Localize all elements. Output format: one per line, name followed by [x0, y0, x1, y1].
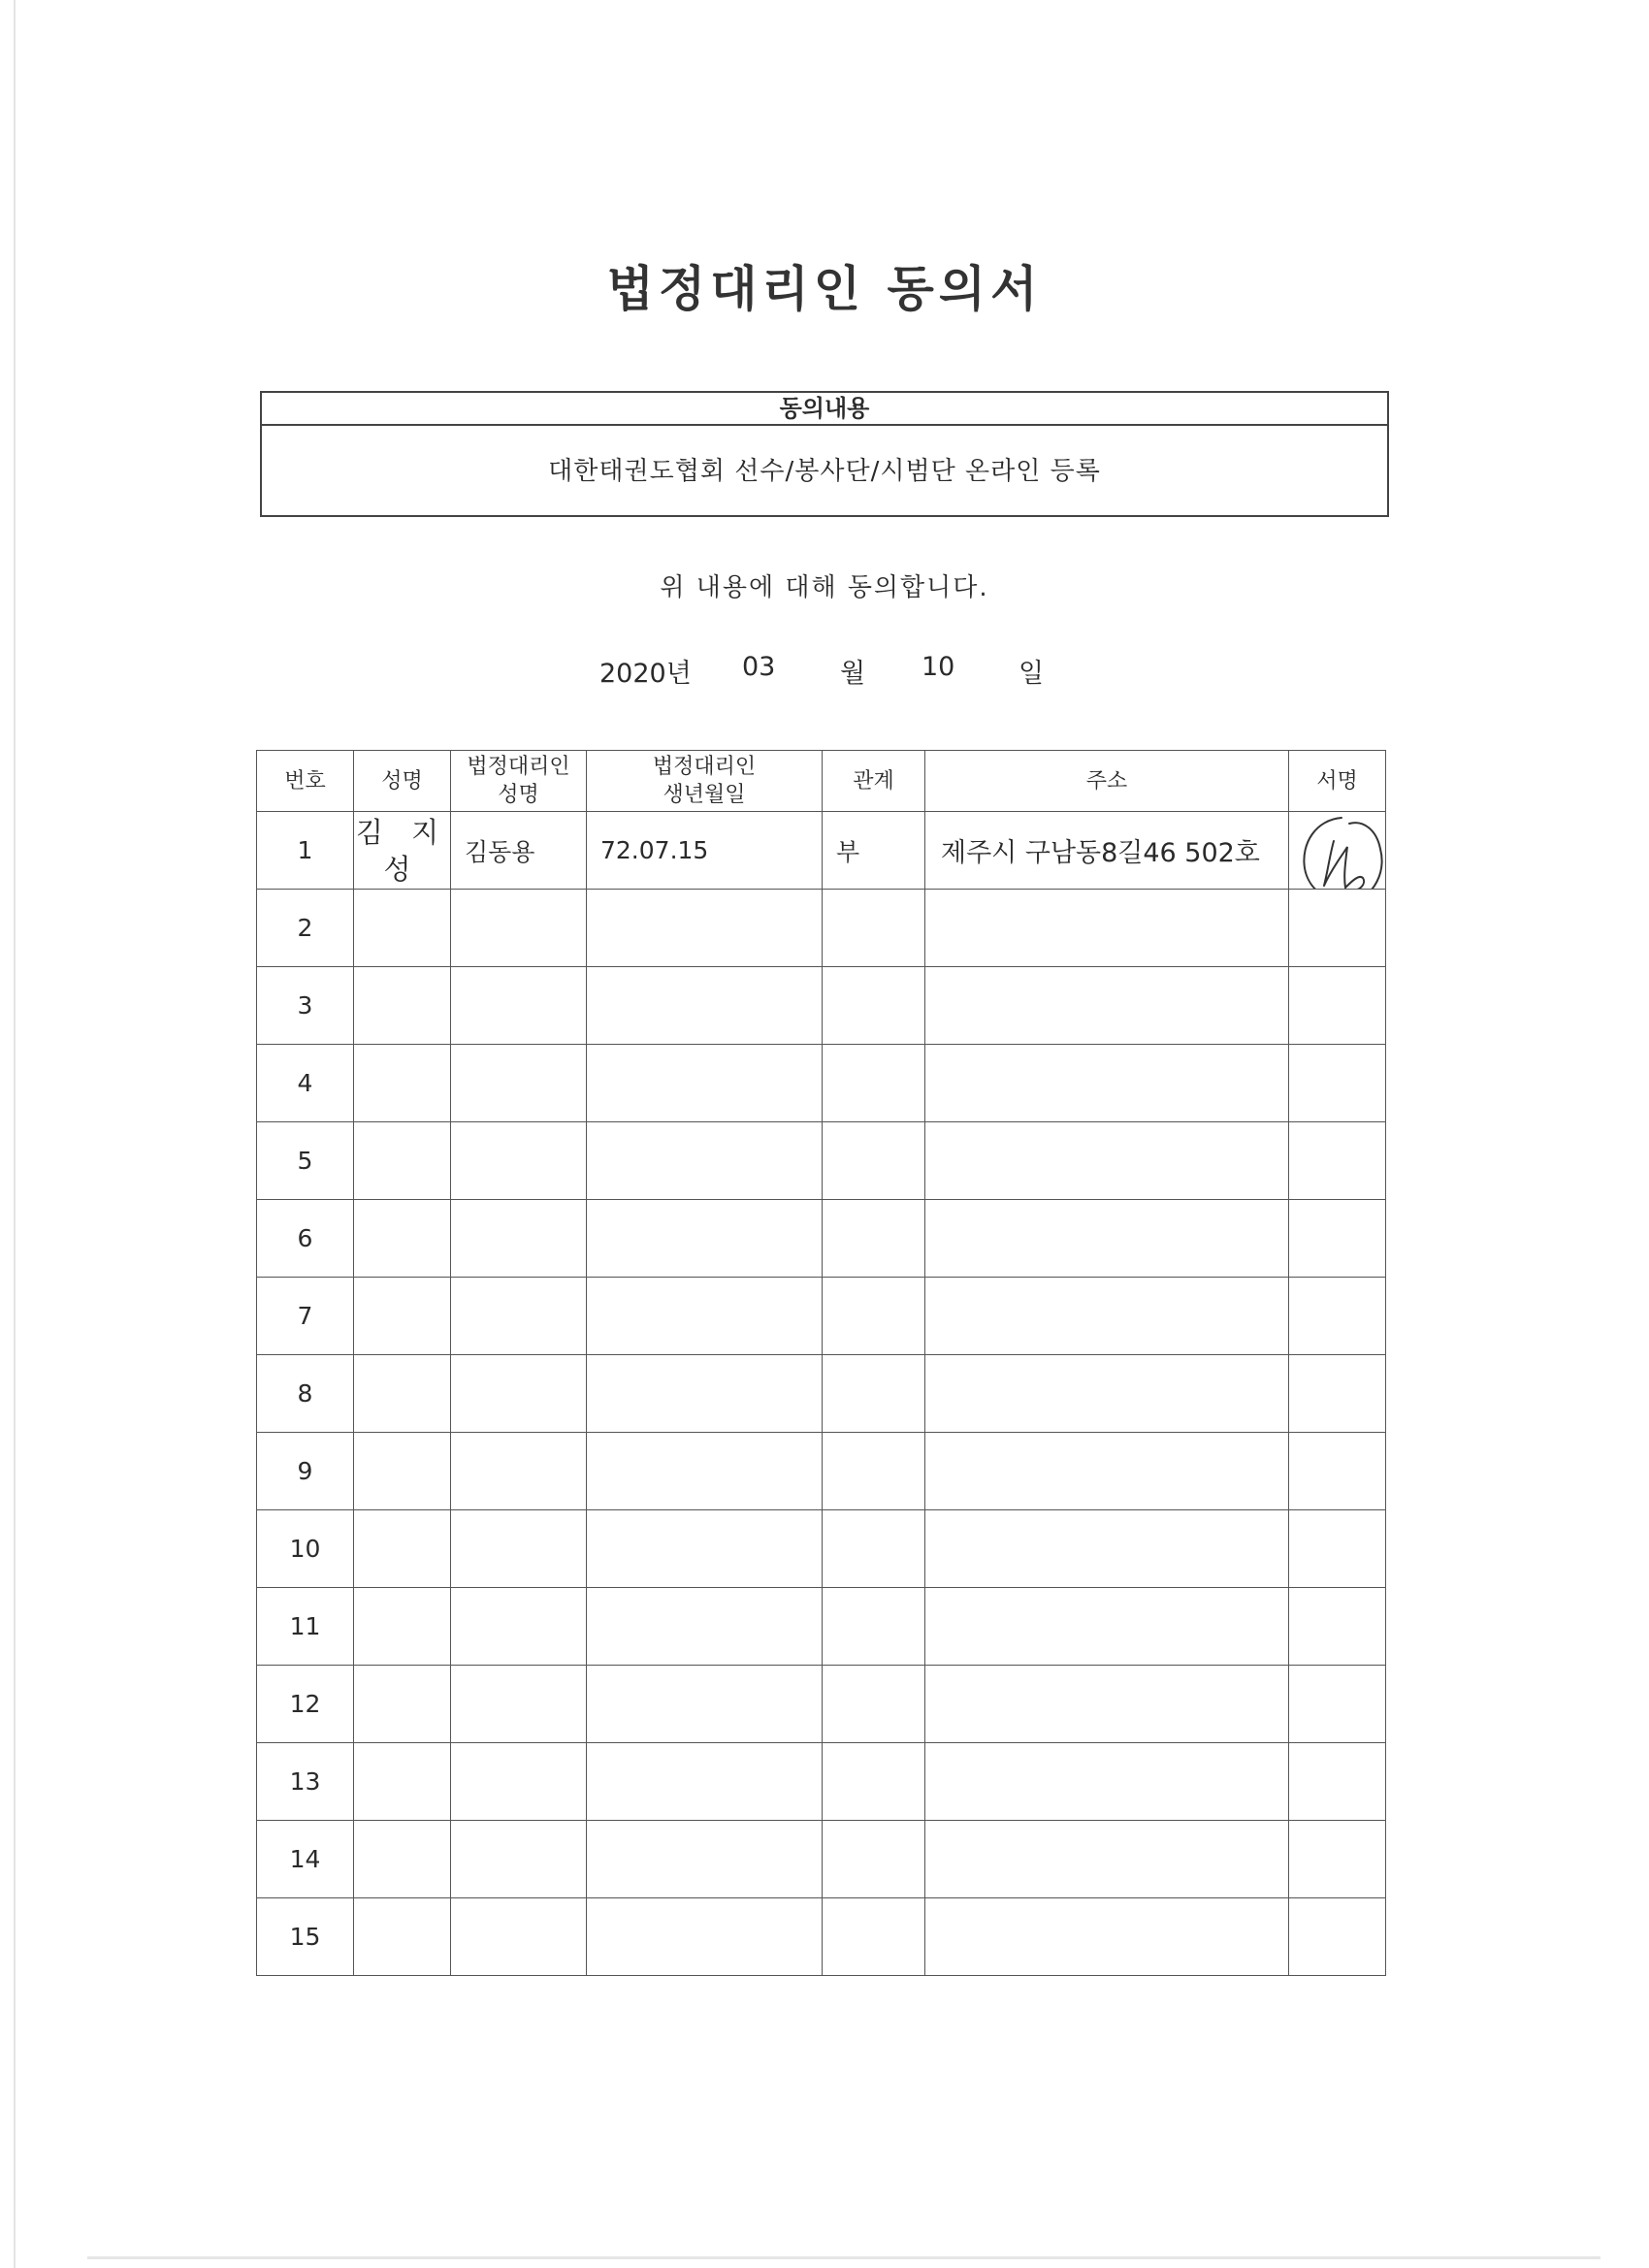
address — [925, 1510, 1289, 1588]
guardian-birth — [587, 1898, 823, 1976]
signature-cell — [1289, 1510, 1386, 1588]
student-name — [354, 1821, 451, 1898]
header-name: 성명 — [354, 751, 451, 812]
student-name — [354, 1588, 451, 1666]
row-number: 1 — [257, 812, 354, 890]
date-day-unit: 일 — [1018, 659, 1045, 689]
table-row — [257, 1278, 1386, 1355]
guardian-name — [451, 1510, 587, 1588]
document-title: 법정대리인 동의서 — [606, 261, 1043, 317]
relation — [823, 1433, 925, 1510]
signature-cell — [1289, 1821, 1386, 1898]
table-row — [257, 1355, 1386, 1433]
guardian-birth — [587, 1821, 823, 1898]
consent-header: 동의내용 — [262, 393, 1387, 426]
table-row — [257, 1666, 1386, 1743]
student-name — [354, 1898, 451, 1976]
table-row — [257, 1510, 1386, 1588]
header-guardian-birth-line1: 법정대리인 — [652, 755, 757, 779]
header-relation: 관계 — [823, 751, 925, 812]
table-row — [257, 1821, 1386, 1898]
relation — [823, 1510, 925, 1588]
header-guardian-birth-line2: 생년월일 — [663, 783, 746, 807]
signature-cell — [1289, 890, 1386, 967]
guardian-name — [451, 967, 587, 1045]
guardian-birth — [587, 967, 823, 1045]
table-row — [257, 1743, 1386, 1821]
guardian-birth — [587, 1045, 823, 1122]
guardian-birth — [587, 1588, 823, 1666]
agreement-statement: 위 내용에 대해 동의합니다. — [660, 573, 989, 602]
guardian-birth: 72.07.15 — [587, 812, 823, 890]
signature-cell — [1289, 967, 1386, 1045]
student-name — [354, 1666, 451, 1743]
date-day: 10 — [922, 652, 955, 682]
signature-cell — [1289, 1355, 1386, 1433]
table-row — [257, 1200, 1386, 1278]
guardian-birth — [587, 1278, 823, 1355]
student-name-line1: 김 지 — [355, 815, 449, 849]
consent-box — [260, 391, 1389, 517]
signature-cell — [1289, 1898, 1386, 1976]
guardian-name — [451, 1743, 587, 1821]
signature-cell — [1289, 1122, 1386, 1200]
guardian-name — [451, 1821, 587, 1898]
student-name — [354, 1122, 451, 1200]
guardian-name — [451, 1588, 587, 1666]
table-row — [257, 1122, 1386, 1200]
table-row — [257, 1588, 1386, 1666]
row-number: 7 — [257, 1278, 354, 1355]
table-row — [257, 1045, 1386, 1122]
relation — [823, 1122, 925, 1200]
date-year: 2020년 — [599, 659, 692, 689]
address: 제주시 구남동8길46 502호 — [925, 812, 1289, 890]
address — [925, 1666, 1289, 1743]
date-month-unit: 월 — [840, 659, 866, 689]
guardian-name — [451, 1200, 587, 1278]
row-number: 2 — [257, 890, 354, 967]
address — [925, 1743, 1289, 1821]
signature-cell — [1289, 1045, 1386, 1122]
relation — [823, 1666, 925, 1743]
handwritten-signature — [1295, 812, 1386, 890]
header-guardian-birth — [587, 751, 823, 812]
header-guardian-name-line2: 성명 — [498, 783, 539, 807]
row-number: 10 — [257, 1510, 354, 1588]
relation — [823, 1045, 925, 1122]
guardian-birth — [587, 1666, 823, 1743]
guardian-birth — [587, 1433, 823, 1510]
signature-cell — [1289, 1588, 1386, 1666]
scan-edge — [87, 2256, 1600, 2259]
student-name — [354, 812, 451, 890]
address — [925, 1821, 1289, 1898]
header-address: 주소 — [925, 751, 1289, 812]
signature-cell — [1289, 1666, 1386, 1743]
scan-edge — [14, 0, 16, 2268]
signature-cell — [1289, 812, 1386, 890]
address — [925, 967, 1289, 1045]
guardian-birth — [587, 1200, 823, 1278]
relation — [823, 1588, 925, 1666]
student-name — [354, 967, 451, 1045]
student-name — [354, 1278, 451, 1355]
guardian-name — [451, 1898, 587, 1976]
relation — [823, 1355, 925, 1433]
student-name — [354, 1200, 451, 1278]
row-number: 9 — [257, 1433, 354, 1510]
header-guardian-name — [451, 751, 587, 812]
guardian-name: 김동용 — [451, 812, 587, 890]
guardian-name — [451, 1433, 587, 1510]
row-number: 15 — [257, 1898, 354, 1976]
guardian-birth — [587, 1355, 823, 1433]
table-row — [257, 890, 1386, 967]
relation — [823, 890, 925, 967]
student-name — [354, 1355, 451, 1433]
signature-cell — [1289, 1200, 1386, 1278]
row-number: 6 — [257, 1200, 354, 1278]
address — [925, 1278, 1289, 1355]
table-row — [257, 967, 1386, 1045]
relation — [823, 1898, 925, 1976]
guardian-birth — [587, 1122, 823, 1200]
row-number: 11 — [257, 1588, 354, 1666]
relation — [823, 967, 925, 1045]
header-guardian-name-line1: 법정대리인 — [467, 755, 570, 779]
header-signature: 서명 — [1289, 751, 1386, 812]
guardian-roster-table — [256, 750, 1386, 1976]
date-line — [0, 652, 1649, 691]
relation — [823, 1200, 925, 1278]
guardian-name — [451, 1045, 587, 1122]
student-name — [354, 1743, 451, 1821]
row-number: 8 — [257, 1355, 354, 1433]
consent-content: 대한태권도협회 선수/봉사단/시범단 온라인 등록 — [548, 457, 1101, 486]
student-name — [354, 1045, 451, 1122]
address — [925, 890, 1289, 967]
guardian-name — [451, 1122, 587, 1200]
guardian-name — [451, 1666, 587, 1743]
guardian-birth — [587, 1510, 823, 1588]
address — [925, 1122, 1289, 1200]
header-no: 번호 — [257, 751, 354, 812]
guardian-birth — [587, 1743, 823, 1821]
table-row — [257, 812, 1386, 890]
row-number: 3 — [257, 967, 354, 1045]
table-row — [257, 1433, 1386, 1510]
table-row — [257, 1898, 1386, 1976]
row-number: 14 — [257, 1821, 354, 1898]
student-name — [354, 1433, 451, 1510]
guardian-name — [451, 890, 587, 967]
guardian-name — [451, 1278, 587, 1355]
row-number: 13 — [257, 1743, 354, 1821]
address — [925, 1355, 1289, 1433]
signature-cell — [1289, 1743, 1386, 1821]
row-number: 4 — [257, 1045, 354, 1122]
guardian-name — [451, 1355, 587, 1433]
relation — [823, 1743, 925, 1821]
address — [925, 1588, 1289, 1666]
signature-cell — [1289, 1278, 1386, 1355]
address — [925, 1898, 1289, 1976]
table-header-row — [257, 751, 1386, 812]
student-name — [354, 890, 451, 967]
student-name-line2: 성 — [383, 852, 421, 886]
address — [925, 1200, 1289, 1278]
relation: 부 — [823, 812, 925, 890]
guardian-birth — [587, 890, 823, 967]
row-number: 12 — [257, 1666, 354, 1743]
relation — [823, 1821, 925, 1898]
address — [925, 1433, 1289, 1510]
relation — [823, 1278, 925, 1355]
signature-cell — [1289, 1433, 1386, 1510]
row-number: 5 — [257, 1122, 354, 1200]
date-month: 03 — [742, 652, 776, 682]
address — [925, 1045, 1289, 1122]
student-name — [354, 1510, 451, 1588]
